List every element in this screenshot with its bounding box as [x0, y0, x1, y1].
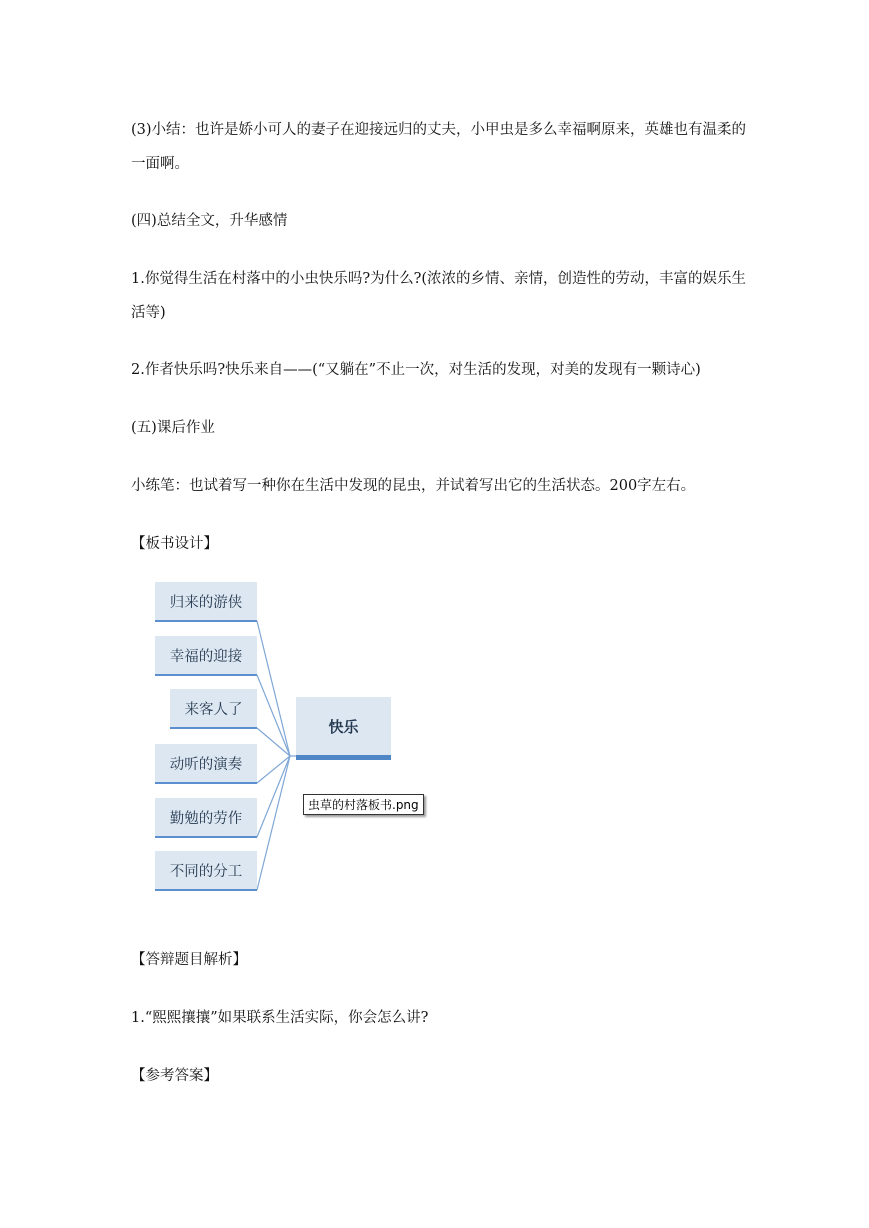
board-design-heading: 【板书设计】 — [131, 536, 218, 552]
diagram-item-5: 勤勉的劳作 — [155, 798, 257, 838]
defense-analysis-heading: 【答辩题目解析】 — [131, 952, 247, 968]
connector-line-6 — [257, 756, 290, 890]
board-design-diagram — [150, 578, 450, 898]
homework-text: 小练笔：也试着写一种你在生活中发现的昆虫，并试着写出它的生活状态。200字左右。 — [131, 478, 696, 494]
diagram-item-6: 不同的分工 — [155, 851, 257, 891]
question-1: 1.你觉得生活在村落中的小虫快乐吗?为什么?(浓浓的乡情、亲情，创造性的劳动，丰富的娱乐生活等) — [131, 271, 747, 321]
diagram-item-1: 归来的游侠 — [155, 582, 257, 622]
paragraph-summary: (3)小结：也许是娇小可人的妻子在迎接远归的丈夫，小甲虫是多么幸福啊原来，英雄也有温柔的一面啊。 — [131, 122, 747, 172]
diagram-item-2: 幸福的迎接 — [155, 636, 257, 676]
diagram-item-4: 动听的演奏 — [155, 744, 257, 784]
section-heading-4: (四)总结全文，升华感情 — [131, 213, 288, 229]
connector-line-3 — [257, 728, 290, 756]
section-heading-5: (五)课后作业 — [131, 420, 215, 436]
image-filename-tooltip: 虫草的村落板书.png — [303, 794, 424, 815]
diagram-center-box: 快乐 — [296, 697, 391, 760]
diagram-item-3: 来客人了 — [170, 689, 257, 729]
reference-answer-heading: 【参考答案】 — [131, 1068, 218, 1084]
question-2: 2.作者快乐吗?快乐来自——(“又躺在”不止一次，对生活的发现，对美的发现有一颗诗心) — [131, 362, 701, 378]
defense-question-1: 1.“熙熙攘攘”如果联系生活实际，你会怎么讲? — [131, 1010, 429, 1026]
